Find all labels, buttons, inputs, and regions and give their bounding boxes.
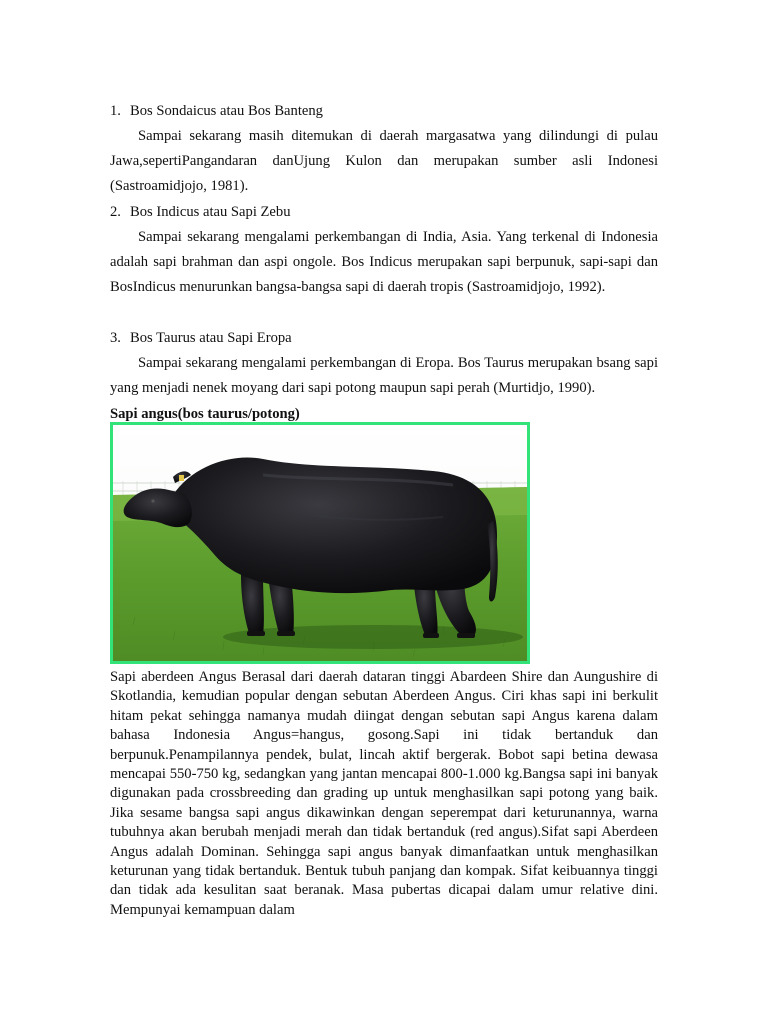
section-2-heading — [110, 200, 291, 225]
figure-caption: Sapi angus(bos taurus/potong) — [110, 406, 300, 422]
section-3-number: 3. — [110, 330, 121, 346]
section-2-paragraph: Sampai sekarang mengalami perkembangan di India, Asia. Yang terkenal di Indonesia adalah sapi brahman dan aspi ongole. Bos Indicus merupakan sapi berpunuk, sapi-sapi dan BosIndicus menurunkan bangsa-bangsa sapi di daerah tropis (Sastroamidjojo, 1992). — [110, 229, 658, 295]
angus-bull-illustration — [113, 425, 527, 661]
section-1-title: Bos Sondaicus atau Bos Banteng — [130, 103, 323, 119]
section-3-heading — [110, 326, 292, 351]
angus-bull-photo — [110, 422, 530, 664]
section-2-number: 2. — [110, 204, 121, 220]
section-2-title: Bos Indicus atau Sapi Zebu — [130, 204, 291, 220]
section-3-paragraph: Sampai sekarang mengalami perkembangan di Eropa. Bos Taurus merupakan bsang sapi yang menjadi nenek moyang dari sapi potong maupun sapi perah (Murtidjo, 1990). — [110, 355, 658, 396]
section-1-heading — [110, 99, 323, 124]
section-1-number: 1. — [110, 103, 121, 119]
figure-description: Sapi aberdeen Angus Berasal dari daerah dataran tinggi Abardeen Shire dan Aungushire di Skotlandia, kemudian popular dengan sebutan Aberdeen Angus. Ciri khas sapi ini berkulit hitam pekat sehingga namanya mudah diingat dengan sebutan sapi Angus karena dalam bahasa Indonesia Angus=hangus, gosong.Sapi ini tidak bertanduk dan berpunuk.Penampilannya pendek, bulat, lincah aktif bergerak. Bobot sapi betina dewasa mencapai 550-750 kg, sedangkan yang jantan mencapai 800-1.000 kg.Bangsa sapi ini banyak digunakan pada crossbreeding dan grading up untuk menghasilkan sapi potong yang baik. Jika sesame bangsa sapi angus dikawinkan dengan seperempat dari keturunannya, warna tubuhnya akan berubah menjadi merah dan tidak bertanduk (red angus).Sifat sapi Aberdeen Angus adalah Dominan. Sehingga sapi angus banyak dimanfaatkan untuk menghasilkan keturunan yang tidak bertanduk. Bentuk tubuh panjang dan kompak. Sifat keibuannya tinggi dan tidak ada kesulitan saat beranak. Masa pubertas dicapai dalam umur relative dini. Mempunyai kemampuan dalam — [110, 669, 658, 918]
ear-tag — [179, 475, 184, 481]
section-1-paragraph: Sampai sekarang masih ditemukan di daerah margasatwa yang dilindungi di pulau Jawa,sepertiPangandaran danUjung Kulon dan merupakan sumber asli Indonesi (Sastroamidjojo, 1981). — [110, 128, 658, 194]
section-3-title: Bos Taurus atau Sapi Eropa — [130, 330, 292, 346]
